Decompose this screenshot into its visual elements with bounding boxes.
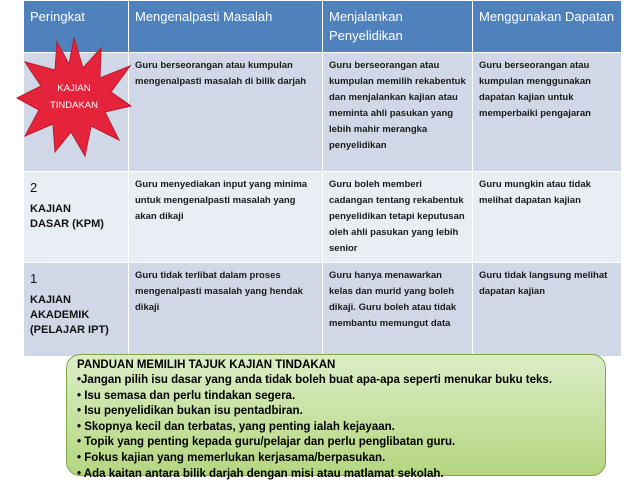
cell-text: Guru menyediakan input yang minima untuk mengenalpasti masalah yang akan dikaji — [135, 179, 308, 222]
list-item: • Ada kaitan antara bilik darjah dengan misi atau matlamat sekolah. — [77, 467, 444, 480]
table-cell — [129, 53, 323, 172]
guide-title: PANDUAN MEMILIH TAJUK KAJIAN TINDAKAN — [77, 359, 336, 371]
level-cell — [24, 172, 129, 263]
table-row-level-2 — [24, 172, 622, 263]
table-cell — [473, 53, 622, 172]
level-number: 1 — [30, 271, 38, 286]
level-name: KAJIAN AKADEMIK (PELAJAR IPT) — [30, 294, 109, 336]
list-item: • Topik yang penting kepada guru/pelajar dan perlu penglibatan guru. — [77, 436, 456, 449]
level-number: 2 — [30, 180, 38, 195]
cell-text: Guru boleh memberi cadangan tentang rekabentuk penyelidikan tetapi keputusan oleh ahli pasukan yang lebih senior — [329, 179, 465, 254]
list-item: • Fokus kajian yang memerlukan kerjasama/berpasukan. — [77, 451, 386, 464]
header-mengenalpasti-masalah: Mengenalpasti Masalah — [129, 1, 323, 53]
cell-text: Guru tidak terlibat dalam proses mengenalpasti masalah yang hendak dikaji — [135, 270, 303, 313]
header-peringkat: Peringkat — [24, 1, 129, 53]
header-menjalankan-penyelidikan: Menjalankan Penyelidikan — [323, 1, 473, 53]
table-cell — [473, 172, 622, 263]
cell-text: Guru berseorangan atau kumpulan menggunakan dapatan kajian untuk memperbaiki pengajaran — [479, 60, 591, 119]
starburst-label: KAJIAN TINDAKAN — [49, 83, 99, 111]
table-cell — [129, 172, 323, 263]
level-name: KAJIAN DASAR (KPM) — [30, 203, 104, 230]
guide-box — [66, 354, 606, 480]
list-item: • Skopnya kecil dan terbatas, yang penting ialah kejayaan. — [77, 420, 395, 433]
table-cell — [473, 263, 622, 357]
table-cell — [323, 53, 473, 172]
list-item: • Isu semasa dan perlu tindakan segera. — [77, 389, 296, 402]
cell-text: Guru berseorangan atau kumpulan mengenalpasti masalah di bilik darjah — [135, 60, 307, 87]
header-menggunakan-dapatan: Menggunakan Dapatan — [473, 1, 622, 53]
level-cell — [24, 263, 129, 357]
cell-text: Guru tidak langsung melihat dapatan kajian — [479, 270, 608, 297]
table-cell — [129, 263, 323, 357]
table-row-level-1 — [24, 263, 622, 357]
cell-text: Guru berseorangan atau kumpulan memilih rekabentuk dan menjalankan kajian atau meminta ahli pasukan yang lebih mahir merangka penyelidikan — [329, 60, 466, 151]
list-item: • Isu penyelidikan bukan isu pentadbiran. — [77, 405, 303, 418]
kajian-tindakan-starburst — [15, 36, 133, 158]
list-item: •Jangan pilih isu dasar yang anda tidak boleh buat apa-apa seperti menukar buku teks. — [77, 374, 553, 386]
table-cell — [323, 263, 473, 357]
guide-list — [77, 373, 595, 482]
cell-text: Guru mungkin atau tidak melihat dapatan kajian — [479, 179, 591, 206]
table-cell — [323, 172, 473, 263]
cell-text: Guru hanya menawarkan kelas dan murid yang boleh dikaji. Guru boleh atau tidak membantu memungut data — [329, 270, 457, 329]
